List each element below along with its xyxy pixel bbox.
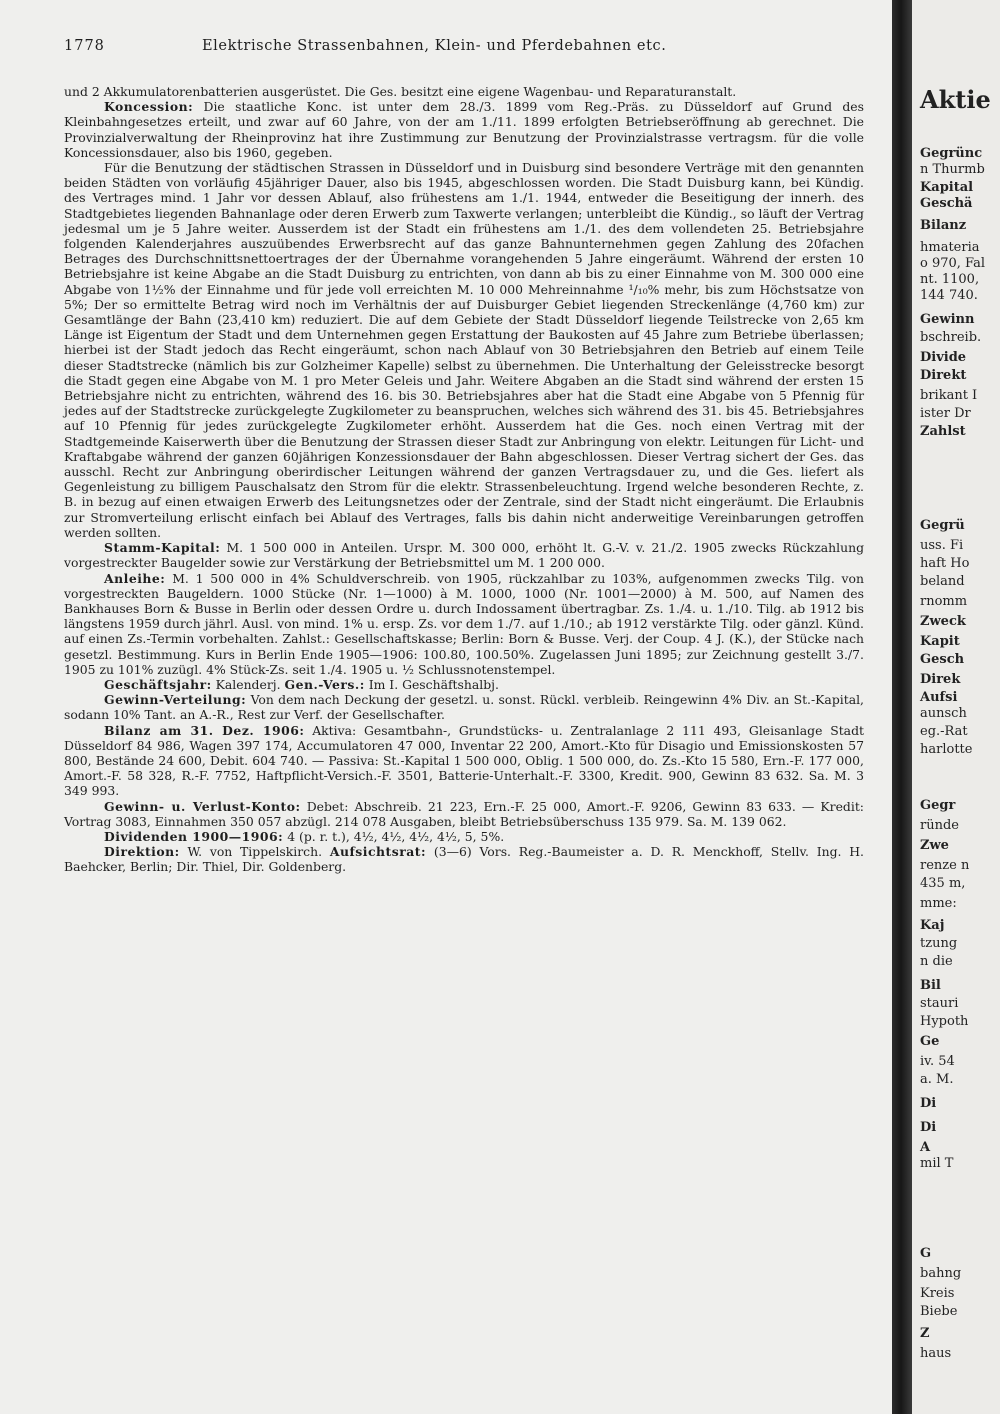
- section-label: Stamm-Kapital:: [104, 540, 221, 556]
- next-page-fragment: harlotte: [920, 742, 973, 757]
- next-page-fragment: haus: [920, 1346, 952, 1361]
- next-page-fragment: uss. Fi: [920, 538, 964, 553]
- paragraph: [64, 692, 864, 722]
- paragraph-text: Die staatliche Konc. ist unter dem 28./3. 1899 vom Reg.-Präs. zu Düsseldorf auf Grund des Kleinbahngesetzes erteilt, und zwar auf 60 Jahre, von der am 1./11. 1899 erfolgten Betriebseröffnung ab gerechnet. Die Provinzialverwaltung der Rheinprovinz hat ihre Zustimmung zur Benutzung der Provinzialstrasse vertragsm. für die volle Koncessionsdauer, also bis 1960, gegeben.: [64, 99, 864, 160]
- section-label: Bilanz am 31. Dez. 1906:: [104, 722, 305, 738]
- next-page-fragment: stauri: [920, 996, 959, 1011]
- next-page-fragment: eg.-Rat: [920, 724, 968, 739]
- next-page-fragment: 144 740.: [920, 288, 978, 303]
- next-page-fragment: Zwe: [920, 838, 949, 853]
- next-page-fragment: Aufsi: [920, 690, 958, 705]
- next-page-fragment: Kapit: [920, 634, 960, 649]
- next-page-fragment: Direk: [920, 672, 961, 687]
- next-page-fragment: Bilanz: [920, 218, 967, 233]
- next-page-fragment: beland: [920, 574, 965, 589]
- adjacent-page-fragment: [912, 0, 1000, 1414]
- section-label: Gen.-Vers.:: [284, 676, 365, 692]
- paragraph-text: Kalenderj.: [215, 676, 281, 692]
- next-page-fragment: Biebe: [920, 1304, 958, 1319]
- paragraph: [64, 571, 864, 677]
- next-page-fragment: Kapital: [920, 180, 974, 195]
- paragraph: [64, 723, 864, 799]
- page-number: 1778: [64, 38, 105, 54]
- next-page-fragment: Di: [920, 1120, 937, 1135]
- paragraph: [64, 829, 864, 844]
- next-page-fragment: brikant I: [920, 388, 978, 403]
- next-page-fragment: Gegrü: [920, 518, 965, 533]
- next-page-fragment: bschreib.: [920, 330, 982, 345]
- next-page-fragment: bahng: [920, 1266, 962, 1281]
- next-page-fragment: n Thurmb: [920, 162, 985, 177]
- paragraph-text: (3—6) Vors. Reg.-Baumeister a. D. R. Menckhoff, Stellv. Ing. H. Baehcker, Berlin; Dir. Thiel, Dir. Goldenberg.: [64, 844, 864, 875]
- paragraph: [64, 799, 864, 829]
- next-page-fragment: renze n: [920, 858, 970, 873]
- paragraph-text: W. von Tippelskirch.: [187, 844, 323, 860]
- next-page-fragment: mil T: [920, 1156, 954, 1171]
- section-label: Gewinn-Verteilung:: [104, 692, 247, 708]
- section-label: Dividenden 1900—1906:: [104, 828, 284, 844]
- paragraph-text: Aktiva: Gesamtbahn-, Grundstücks- u. Zentralanlage 2 111 493, Gleisanlage Stadt Düsseldorf 84 986, Wagen 397 174, Accumulatoren 47 000, Inventar 22 200, Amort.-Kto für Disagio und Emissionskosten 57 800, Bestände 24 600, Debit. 604 740. — Passiva: St.-Kapital 1 500 000, Oblig. 1 500 000, do. Zs.-Kto 15 580, Ern.-F. 177 000, Amort.-F. 58 328, R.-F. 7752, Haftpflicht-Versich.-F. 3501, Batterie-Unterhalt.-F. 3300, Kredit. 900, Gewinn 83 632. Sa. M. 3 349 993.: [64, 722, 864, 799]
- next-page-fragment: Hypoth: [920, 1014, 969, 1029]
- next-page-fragment: haft Ho: [920, 556, 970, 571]
- section-label: Direktion:: [104, 844, 180, 860]
- next-page-fragment: Di: [920, 1096, 937, 1111]
- section-label: Koncession:: [104, 99, 194, 115]
- next-page-fragment: n die: [920, 954, 953, 969]
- paragraph: [64, 84, 864, 99]
- next-page-fragment: Aktie: [920, 85, 991, 114]
- next-page-fragment: Z: [920, 1326, 930, 1341]
- paragraph: [64, 99, 864, 160]
- next-page-fragment: ründe: [920, 818, 959, 833]
- next-page-fragment: Gegr: [920, 798, 956, 813]
- paragraph: [64, 677, 864, 692]
- next-page-fragment: hmateria: [920, 240, 980, 255]
- next-page-fragment: o 970, Fal: [920, 256, 986, 271]
- next-page-fragment: A: [920, 1140, 931, 1155]
- paragraph-text: M. 1 500 000 in Anteilen. Urspr. M. 300 000, erhöht lt. G.-V. v. 21./2. 1905 zwecks Rückzahlung vorgestreckter Baugelder sowie zur Verstärkung der Betriebsmittel um M. 1 200 000.: [64, 540, 864, 571]
- section-label: Anleihe:: [104, 570, 166, 586]
- next-page-fragment: iv. 54: [920, 1054, 955, 1069]
- paragraph-text: Für die Benutzung der städtischen Strassen in Düsseldorf und in Duisburg sind besondere Verträge mit den genannten beiden Städten von vorläufig 45jähriger Dauer, also bis 1945, abgeschlossen worden. Die Stadt Duisburg kann, bei Kündig. des Vertrages mind. 1 Jahr vor dessen Ablauf, also frühestens am 1./1. 1944, entweder die Beseitigung der innerh. des Stadtgebietes liegenden Bahnanlage oder deren Erwerb zum Taxwerte verlangen; unterbleibt die Kündig., so läuft der Vertrag jedesmal um je 5 Jahre weiter. Ausserdem ist der Stadt ein frühestens am 1./1. des dem vollendeten 25. Betriebsjahre folgenden Kalenderjahres auszuübendes Erwerbsrecht auf das ganze Bahnunternehmen gegen Zahlung des 20fachen Betrages des Durchschnittsnettoertrages der der Übernahme vorangehenden 5 Jahre eingeräumt. Während der ersten 10 Betriebsjahre ist keine Abgabe an die Stadt Duisburg zu entrichten, von dann ab bis zu einer Einnahme von M. 300 000 eine Abgabe von 1½% der Einnahme und für jede voll erreichten M. 10 000 Mehreinnahme ¹/₁₀% mehr, bis zum Höchstsatze von 5%; Der so ermittelte Betrag wird noch im Verhältnis der auf Duisburger Gebiet liegenden Streckenlänge (4,760 km) zur Gesamtlänge der Bahn (23,410 km) reduziert. Die auf dem Gebiete der Stadt Düsseldorf liegende Teilstrecke von 2,65 km Länge ist Eigentum der Stadt und dem Unternehmen gegen Erstattung der Baukosten auf 45 Jahre zum Betriebe überlassen; hierbei ist der Stadt jedoch das Recht eingeräumt, schon nach Ablauf von 30 Betriebsjahren den Betrieb auf einem Teile dieser Stadtstrecke (nämlich bis zur Golzheimer Kapelle) selbst zu übernehmen. Die Unterhaltung der Geleisstrecke besorgt die Stadt gegen eine Abgabe von M. 1 pro Meter Geleis und Jahr. Weitere Abgaben an die Stadt sind während der ersten 15 Betriebsjahre nicht zu entrichten, während des 16. bis 30. Betriebsjahres aber hat die Stadt eine Abgabe von 5 Pfennig für jedes auf der Stadtstrecke zurückgelegte Zugkilometer zu beanspruchen, welches sich während des 31. bis 45. Betriebsjahres auf 10 Pfennig für jedes zurückgelegte Zugkilometer erhöht. Ausserdem hat die Ges. noch einen Vertrag mit der Stadtgemeinde Kaiserwerth über die Benutzung der Strassen dieser Stadt zur Anbringung von elektr. Leitungen für Licht- und Kraftabgabe während der ganzen 60jährigen Konzessionsdauer der Bahn abgeschlossen. Dieser Vertrag sichert der Ges. das ausschl. Recht zur Anbringung oberirdischer Leitungen während der ganzen Vertragsdauer zu, und die Ges. liefert als Gegenleistung zu billigem Pauschalsatz den Strom für die elektr. Strassenbeleuchtung. Irgend welche besonderen Rechte, z. B. in bezug auf einen etwaigen Erwerb des Leitungsnetzes oder der Zentrale, sind der Stadt nicht eingeräumt. Die Erlaubnis zur Stromverteilung erlischt einfach bei Ablauf des Vertrages, falls bis dahin nicht anderweitige Vereinbarungen getroffen werden sollten.: [64, 160, 864, 540]
- paragraph-text: 4 (p. r. t.), 4½, 4½, 4½, 4½, 5, 5%.: [287, 828, 505, 844]
- next-page-fragment: mme:: [920, 896, 957, 911]
- next-page-fragment: Gegrünc: [920, 146, 983, 161]
- next-page-fragment: Divide: [920, 350, 967, 365]
- paragraph-text: Von dem nach Deckung der gesetzl. u. sonst. Rückl. verbleib. Reingewinn 4% Div. an St.-Kapital, sodann 10% Tant. an A.-R., Rest zur Verf. der Gesellschafter.: [64, 692, 864, 723]
- next-page-fragment: Bil: [920, 978, 941, 993]
- next-page-fragment: Zahlst: [920, 424, 966, 439]
- paragraph-text: Debet: Abschreib. 21 223, Ern.-F. 25 000, Amort.-F. 9206, Gewinn 83 633. — Kredit: Vortrag 3083, Einnahmen 350 057 abzügl. 214 078 Ausgaben, bleibt Betriebsüberschuss 135 979. Sa. M. 139 062.: [64, 798, 864, 829]
- next-page-fragment: rnomm: [920, 594, 968, 609]
- next-page-fragment: nt. 1100,: [920, 272, 980, 287]
- next-page-fragment: Geschä: [920, 196, 973, 211]
- next-page-fragment: ister Dr: [920, 406, 971, 421]
- paragraph-text: M. 1 500 000 in 4% Schuldverschreib. von 1905, rückzahlbar zu 103%, aufgenommen zwecks Tilg. von vorgestreckten Baugeldern. 1000 Stücke (Nr. 1—1000) à M. 1000, 1000 (Nr. 1001—2000) à M. 500, auf Namen des Bankhauses Born & Busse in Berlin oder dessen Ordre u. durch Indossament übertragbar. Zs. 1./4. u. 1./10. Tilg. ab 1912 bis längstens 1959 durch jährl. Ausl. von mind. 1% u. ersp. Zs. vor dem 1./7. auf 1./10.; ab 1912 verstärkte Tilg. oder gänzl. Künd. auf einen Zs.-Termin vorbehalten. Zahlst.: Gesellschaftskasse; Berlin: Born & Busse. Verj. der Coup. 4 J. (K.), der Stücke nach gesetzl. Bestimmung. Kurs in Berlin Ende 1905—1906: 100.80, 100.50%. Zugelassen Juni 1895; zur Zeichnung gestellt 3./7. 1905 zu 101% zuzügl. 4% Stück-Zs. seit 1./4. 1905 u. ½ Schlussnotenstempel.: [64, 570, 864, 677]
- next-page-fragment: G: [920, 1246, 932, 1261]
- running-title: Elektrische Strassenbahnen, Klein- und Pferdebahnen etc.: [202, 38, 667, 54]
- page-header: [64, 38, 864, 60]
- section-label: Aufsichtsrat:: [329, 844, 427, 860]
- next-page-fragment: Gesch: [920, 652, 965, 667]
- next-page-fragment: aunsch: [920, 706, 967, 721]
- paragraph: [64, 160, 864, 540]
- next-page-fragment: tzung: [920, 936, 958, 951]
- article-body: [64, 84, 864, 875]
- paragraph-text: und 2 Akkumulatorenbatterien ausgerüstet. Die Ges. besitzt eine eigene Wagenbau- und Reparaturanstalt.: [64, 84, 737, 99]
- next-page-fragment: Kaj: [920, 918, 945, 933]
- next-page-fragment: Gewinn: [920, 312, 975, 327]
- paragraph: [64, 540, 864, 570]
- book-gutter: [892, 0, 912, 1414]
- next-page-fragment: 435 m,: [920, 876, 966, 891]
- next-page-fragment: Direkt: [920, 368, 967, 383]
- next-page-fragment: Ge: [920, 1034, 940, 1049]
- next-page-fragment: a. M.: [920, 1072, 954, 1087]
- section-label: Gewinn- u. Verlust-Konto:: [104, 798, 301, 814]
- paragraph-text: Im I. Geschäftshalbj.: [368, 676, 499, 692]
- next-page-fragment: Kreis: [920, 1286, 955, 1301]
- paragraph: [64, 844, 864, 874]
- section-label: Geschäftsjahr:: [104, 676, 212, 692]
- next-page-fragment: Zweck: [920, 614, 966, 629]
